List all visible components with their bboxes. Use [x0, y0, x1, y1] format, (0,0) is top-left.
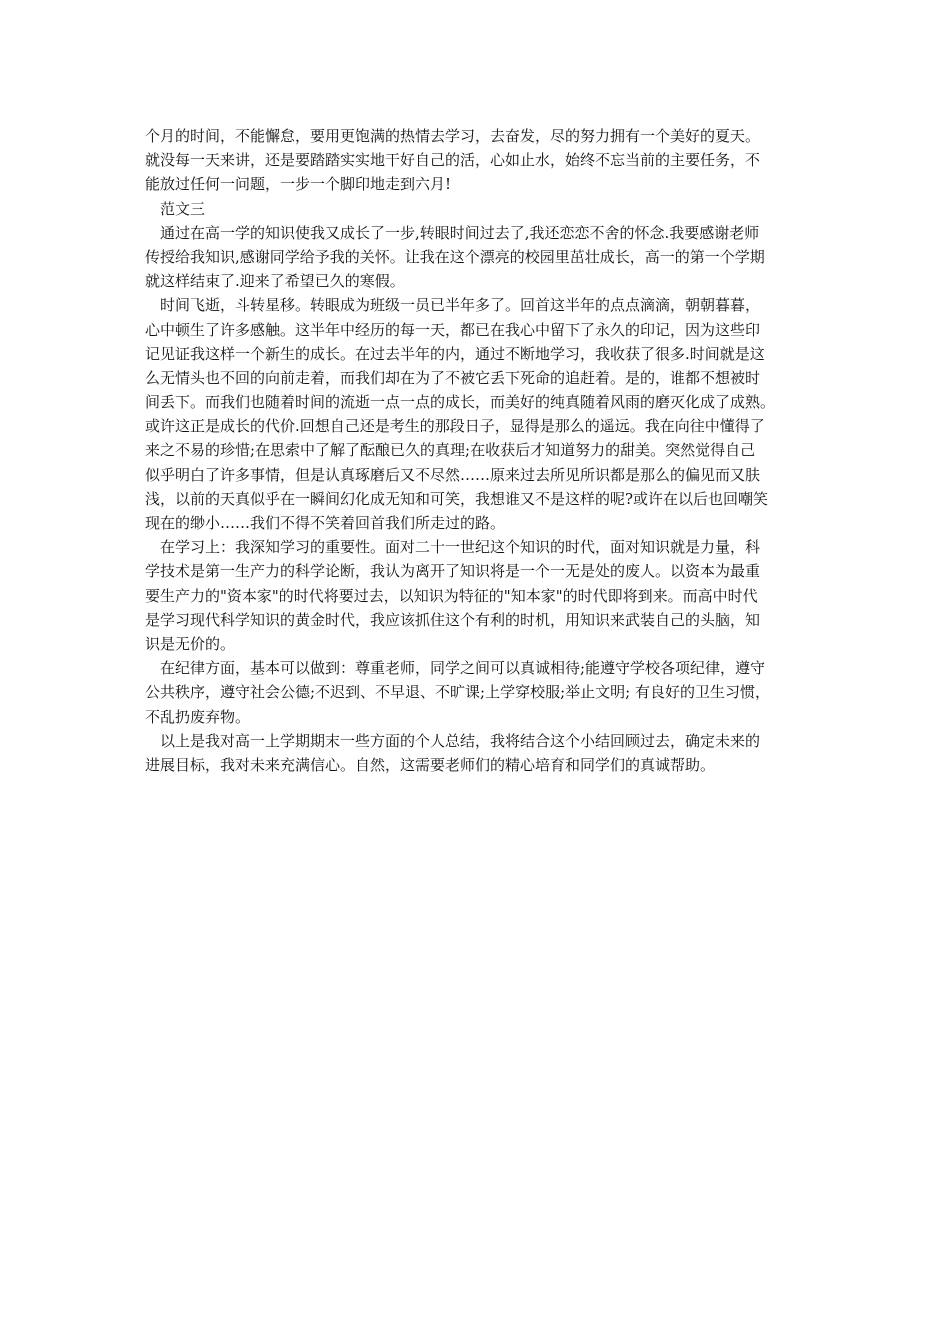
text-line: 来之不易的珍惜;在思索中了解了酝酿已久的真理;在收获后才知道努力的甜美。突然觉得自己 — [145, 441, 756, 460]
text-line: 要生产力的"资本家"的时代将要过去，以知识为特征的"知本家"的时代即将到来。而高中时代 — [145, 586, 758, 605]
text-line: 在学习上：我深知学习的重要性。面对二十一世纪这个知识的时代，面对知识就是力量，科 — [145, 538, 761, 557]
text-line: 浅，以前的天真似乎在一瞬间幻化成无知和可笑，我想谁又不是这样的呢?或许在以后也回嘲笑 — [145, 489, 769, 508]
text-line: 心中顿生了许多感触。这半年中经历的每一天，都已在我心中留下了永久的印记，因为这些印 — [145, 320, 761, 339]
text-line: 通过在高一学的知识使我又成长了一步,转眼时间过去了,我还恋恋不舍的怀念.我要感谢老师 — [145, 223, 760, 242]
section-heading: 范文三 — [145, 199, 206, 218]
text-line: 以上是我对高一上学期期末一些方面的个人总结，我将结合这个小结回顾过去，确定未来的 — [145, 731, 761, 750]
text-line: 能放过任何一问题，一步一个脚印地走到六月! — [145, 175, 452, 194]
text-line: 不乱扔废弃物。 — [145, 707, 251, 726]
text-line: 么无情头也不回的向前走着，而我们却在为了不被它丢下死命的追赶着。是的，谁都不想被时 — [145, 368, 761, 387]
text-line: 公共秩序，遵守社会公德;不迟到、不早退、不旷课;上学穿校服;举止文明; 有良好的卫生习惯， — [145, 683, 770, 702]
text-line: 识是无价的。 — [145, 634, 236, 653]
text-line: 就这样结束了.迎来了希望已久的寒假。 — [145, 272, 405, 291]
document-body — [145, 124, 825, 777]
text-line: 就没每一天来讲，还是要踏踏实实地干好自己的活，心如止水，始终不忘当前的主要任务，不 — [145, 151, 761, 170]
text-line: 似乎明白了许多事情，但是认真琢磨后又不尽然……原来过去所见所识都是那么的偏见而又肤 — [145, 465, 761, 484]
text-line: 个月的时间，不能懈怠，要用更饱满的热情去学习，去奋发，尽的努力拥有一个美好的夏天。 — [145, 127, 761, 145]
text-line: 时间飞逝，斗转星移。转眼成为班级一员已半年多了。回首这半年的点点滴滴，朝朝暮暮， — [145, 296, 761, 315]
text-line: 或许这正是成长的代价.回想自己还是考生的那段日子，显得是那么的遥远。我在向往中懂得了 — [145, 417, 765, 436]
text-line: 进展目标，我对未来充满信心。自然，这需要老师们的精心培育和同学们的真诚帮助。 — [145, 755, 716, 774]
text-line: 间丢下。而我们也随着时间的流逝一点一点的成长，而美好的纯真随着风雨的磨灭化成了成熟。 — [145, 393, 776, 412]
text-line: 传授给我知识,感谢同学给予我的关怀。让我在这个漂亮的校园里茁壮成长，高一的第一个学期 — [145, 247, 765, 266]
text-line: 学技术是第一生产力的科学论断，我认为离开了知识将是一个一无是处的废人。以资本为最重 — [145, 562, 761, 581]
text-line: 记见证我这样一个新生的成长。在过去半年的内，通过不断地学习，我收获了很多.时间就是这 — [145, 344, 765, 363]
text-line: 是学习现代科学知识的黄金时代，我应该抓住这个有利的时机，用知识来武装自己的头脑，知 — [145, 610, 761, 629]
text-line: 在纪律方面，基本可以做到：尊重老师，同学之间可以真诚相待;能遵守学校各项纪律，遵守 — [145, 659, 766, 678]
text-line: 现在的缈小……我们不得不笑着回首我们所走过的路。 — [145, 514, 506, 532]
